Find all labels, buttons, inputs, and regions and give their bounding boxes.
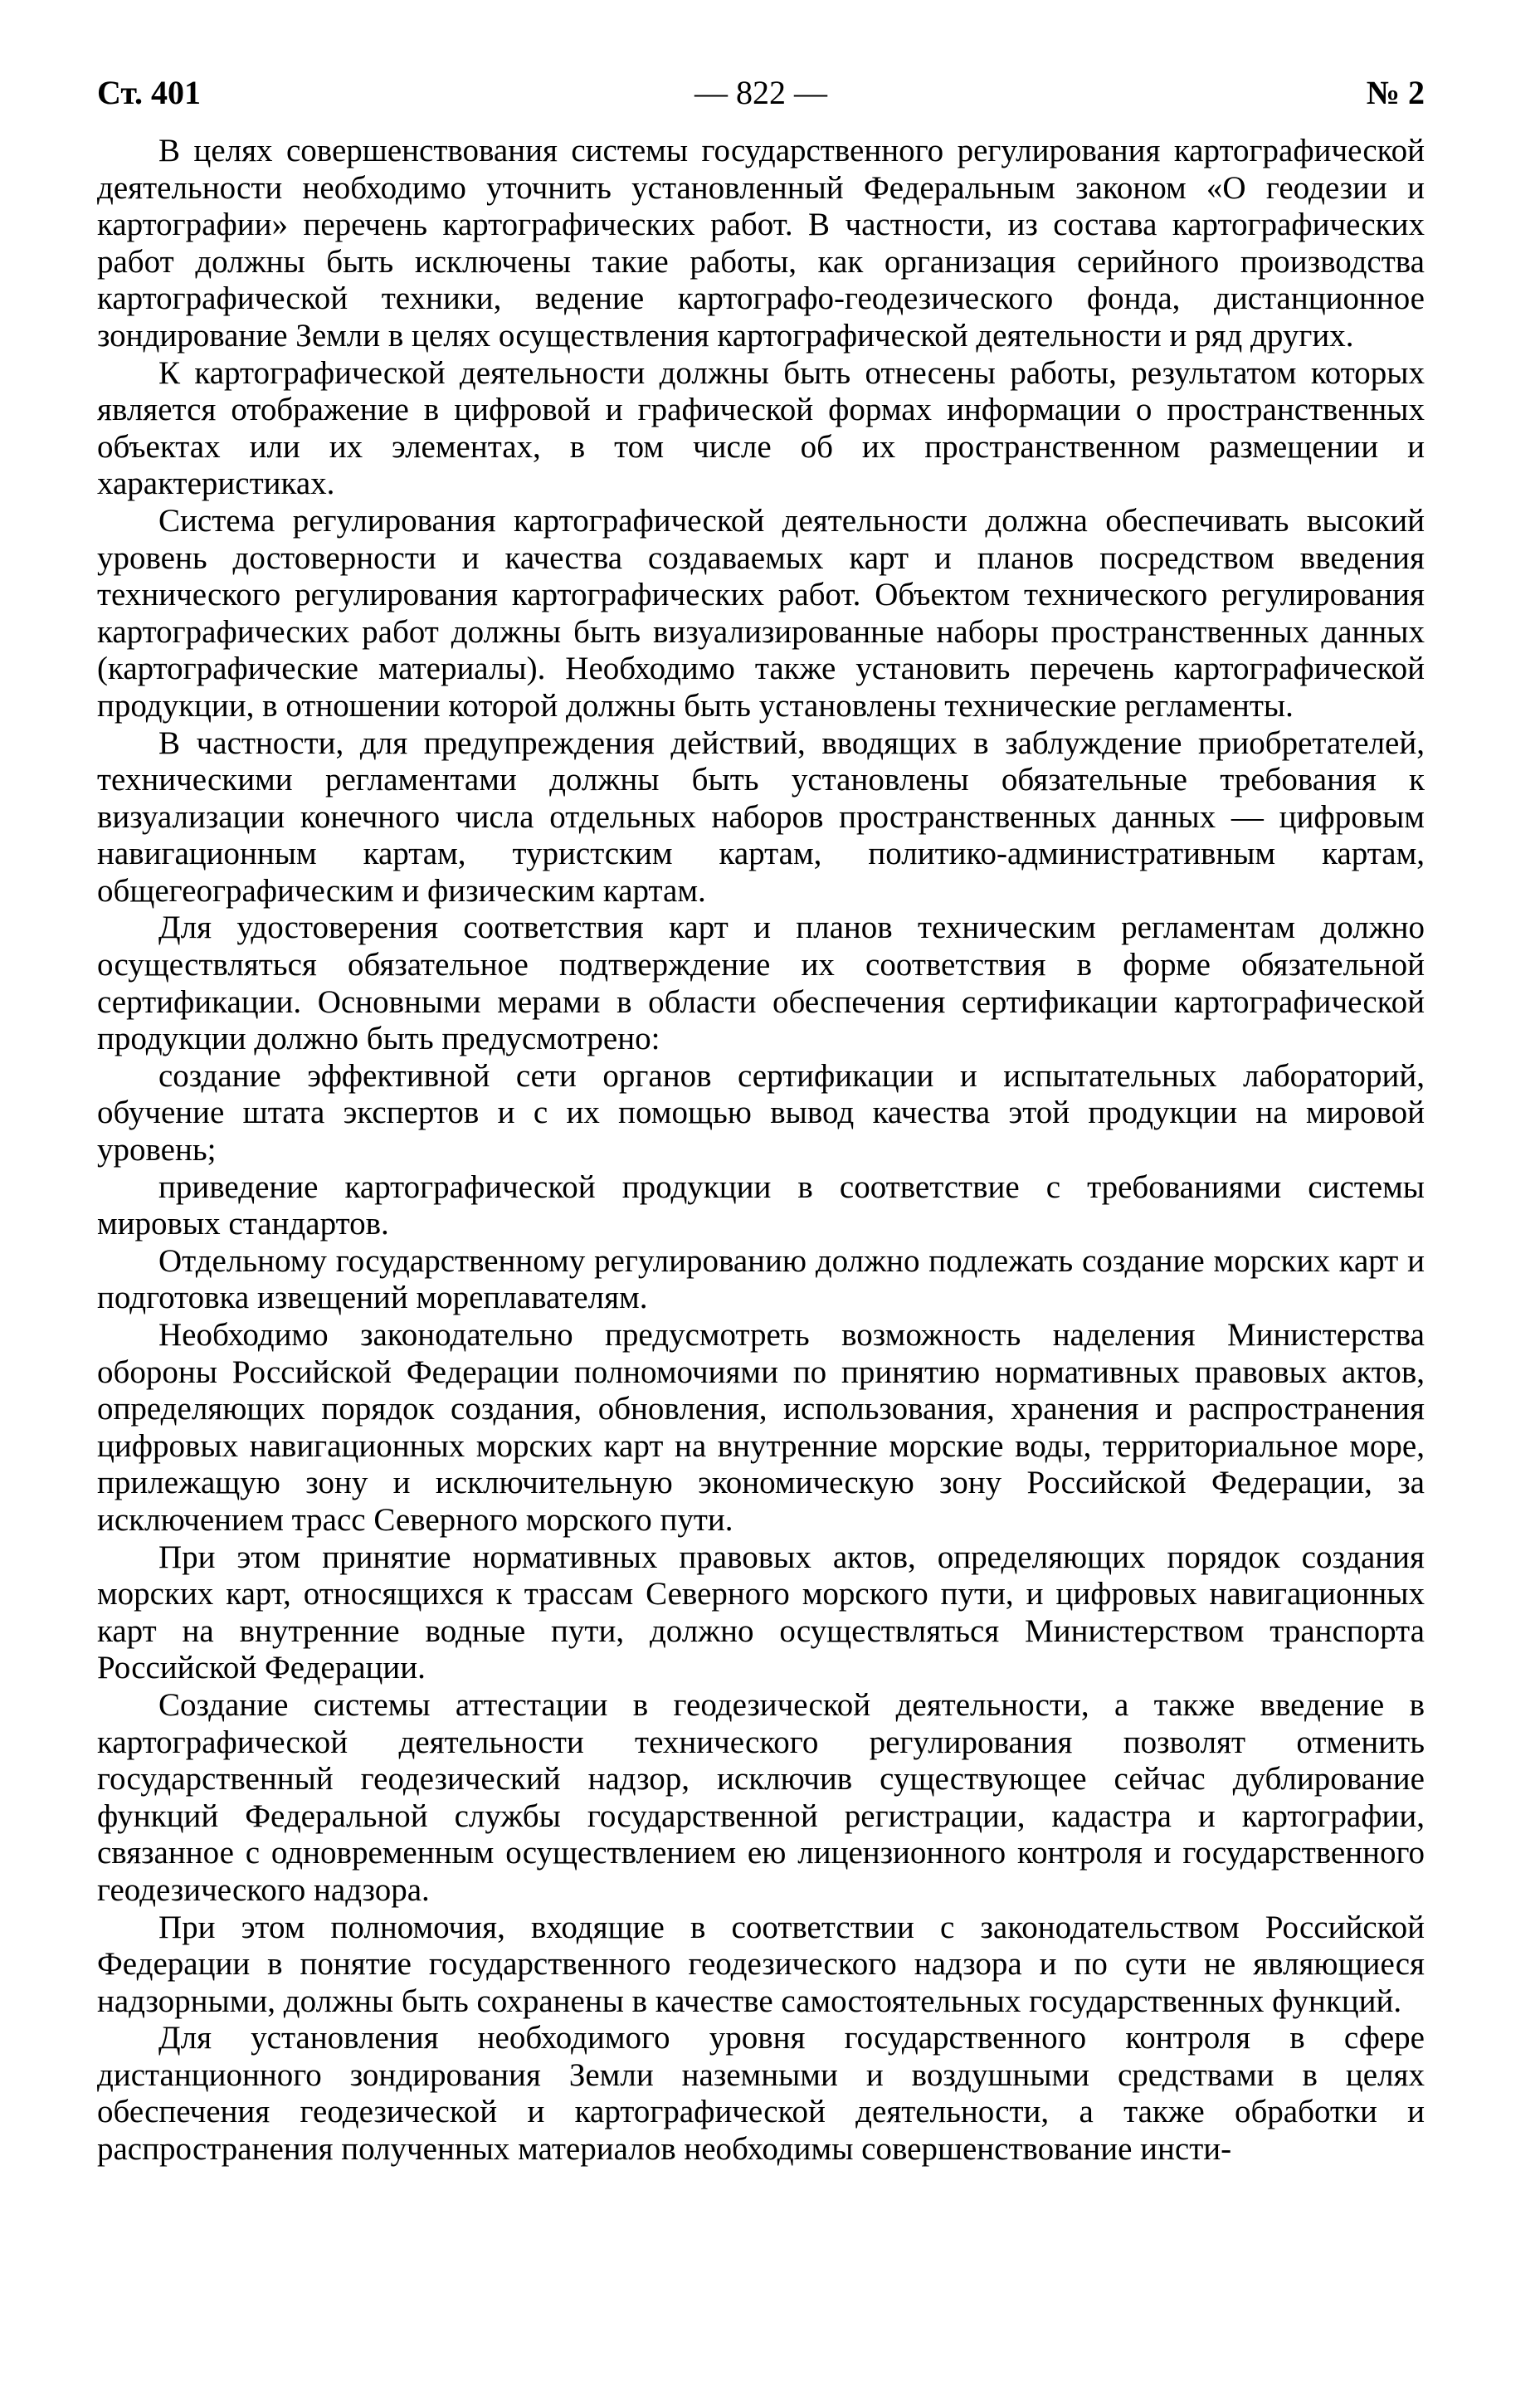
paragraph: Для установления необходимого уровня государственного контроля в сфере дистанционного зондирования Земли наземными и воздушными средствами в целях обеспечения геодезической и картографической деятельности, а также обработки и распространения полученных материалов необходимы совершенствование инсти- <box>97 2020 1425 2168</box>
issue-number: № 2 <box>1366 74 1425 111</box>
article-number: Ст. 401 <box>97 74 201 111</box>
paragraph: Необходимо законодательно предусмотреть возможность наделения Министерства обороны Российской Федерации полномочиями по принятию нормативных правовых актов, определяющих порядок создания, обновления, использования, хранения и распространения цифровых навигационных морских карт на внутренние морские воды, территориальное море, прилежащую зону и исключительную экономическую зону Российской Федерации, за исключением трасс Северного морского пути. <box>97 1317 1425 1538</box>
paragraph: При этом принятие нормативных правовых актов, определяющих порядок создания морских карт, относящихся к трассам Северного морского пути, и цифровых навигационных карт на внутренние водные пути, должно осуществляться Министерством транспорта Российской Федерации. <box>97 1539 1425 1686</box>
paragraph: Для удостоверения соответствия карт и планов техническим регламентам должно осуществляться обязательное подтверждение их соответствия в форме обязательной сертификации. Основными мерами в области обеспечения сертификации картографической продукции должно быть предусмотрено: <box>97 910 1425 1057</box>
list-item: создание эффективной сети органов сертификации и испытательных лабораторий, обучение штата экспертов и с их помощью вывод качества этой продукции на мировой уровень; <box>97 1057 1425 1168</box>
paragraph: Отдельному государственному регулированию должно подлежать создание морских карт и подготовка извещений мореплавателям. <box>97 1242 1425 1316</box>
document-body <box>97 133 1425 2168</box>
page-header <box>97 73 1425 115</box>
paragraph: Система регулирования картографической деятельности должна обеспечивать высокий уровень достоверности и качества создаваемых карт и планов посредством введения технического регулирования картографических работ. Объектом технического регулирования картографических работ должны быть визуализированные наборы пространственных данных (картографические материалы). Необходимо также установить перечень картографической продукции, в отношении которой должны быть установлены технические регламенты. <box>97 502 1425 724</box>
list-item: приведение картографической продукции в соответствие с требованиями системы мировых стандартов. <box>97 1168 1425 1242</box>
page-number: — 822 — <box>694 74 827 111</box>
paragraph: В целях совершенствования системы государственного регулирования картографической деятельности необходимо уточнить установленный Федеральным законом «О геодезии и картографии» перечень картографических работ. В частности, из состава картографических работ должны быть исключены такие работы, как организация серийного производства картографической техники, ведение картографо-геодезического фонда, дистанционное зондирование Земли в целях осуществления картографической деятельности и ряд других. <box>97 133 1425 354</box>
paragraph: В частности, для предупреждения действий, вводящих в заблуждение приобретателей, техническими регламентами должны быть установлены обязательные требования к визуализации конечного числа отдельных наборов пространственных данных — цифровым навигационным картам, туристским картам, политико-административным картам, общегеографическим и физическим картам. <box>97 724 1425 909</box>
paragraph: Создание системы аттестации в геодезической деятельности, а также введение в картографической деятельности технического регулирования позволят отменить государственный геодезический надзор, исключив существующее сейчас дублирование функций Федеральной службы государственной регистрации, кадастра и картографии, связанное с одновременным осуществлением ею лицензионного контроля и государственного геодезического надзора. <box>97 1686 1425 1908</box>
paragraph: К картографической деятельности должны быть отнесены работы, результатом которых является отображение в цифровой и графической формах информации о пространственных объектах или их элементах, в том числе об их пространственном размещении и характеристиках. <box>97 354 1425 502</box>
paragraph: При этом полномочия, входящие в соответствии с законодательством Российской Федерации в понятие государственного геодезического надзора и по сути не являющиеся надзорными, должны быть сохранены в качестве самостоятельных государственных функций. <box>97 1909 1425 2019</box>
